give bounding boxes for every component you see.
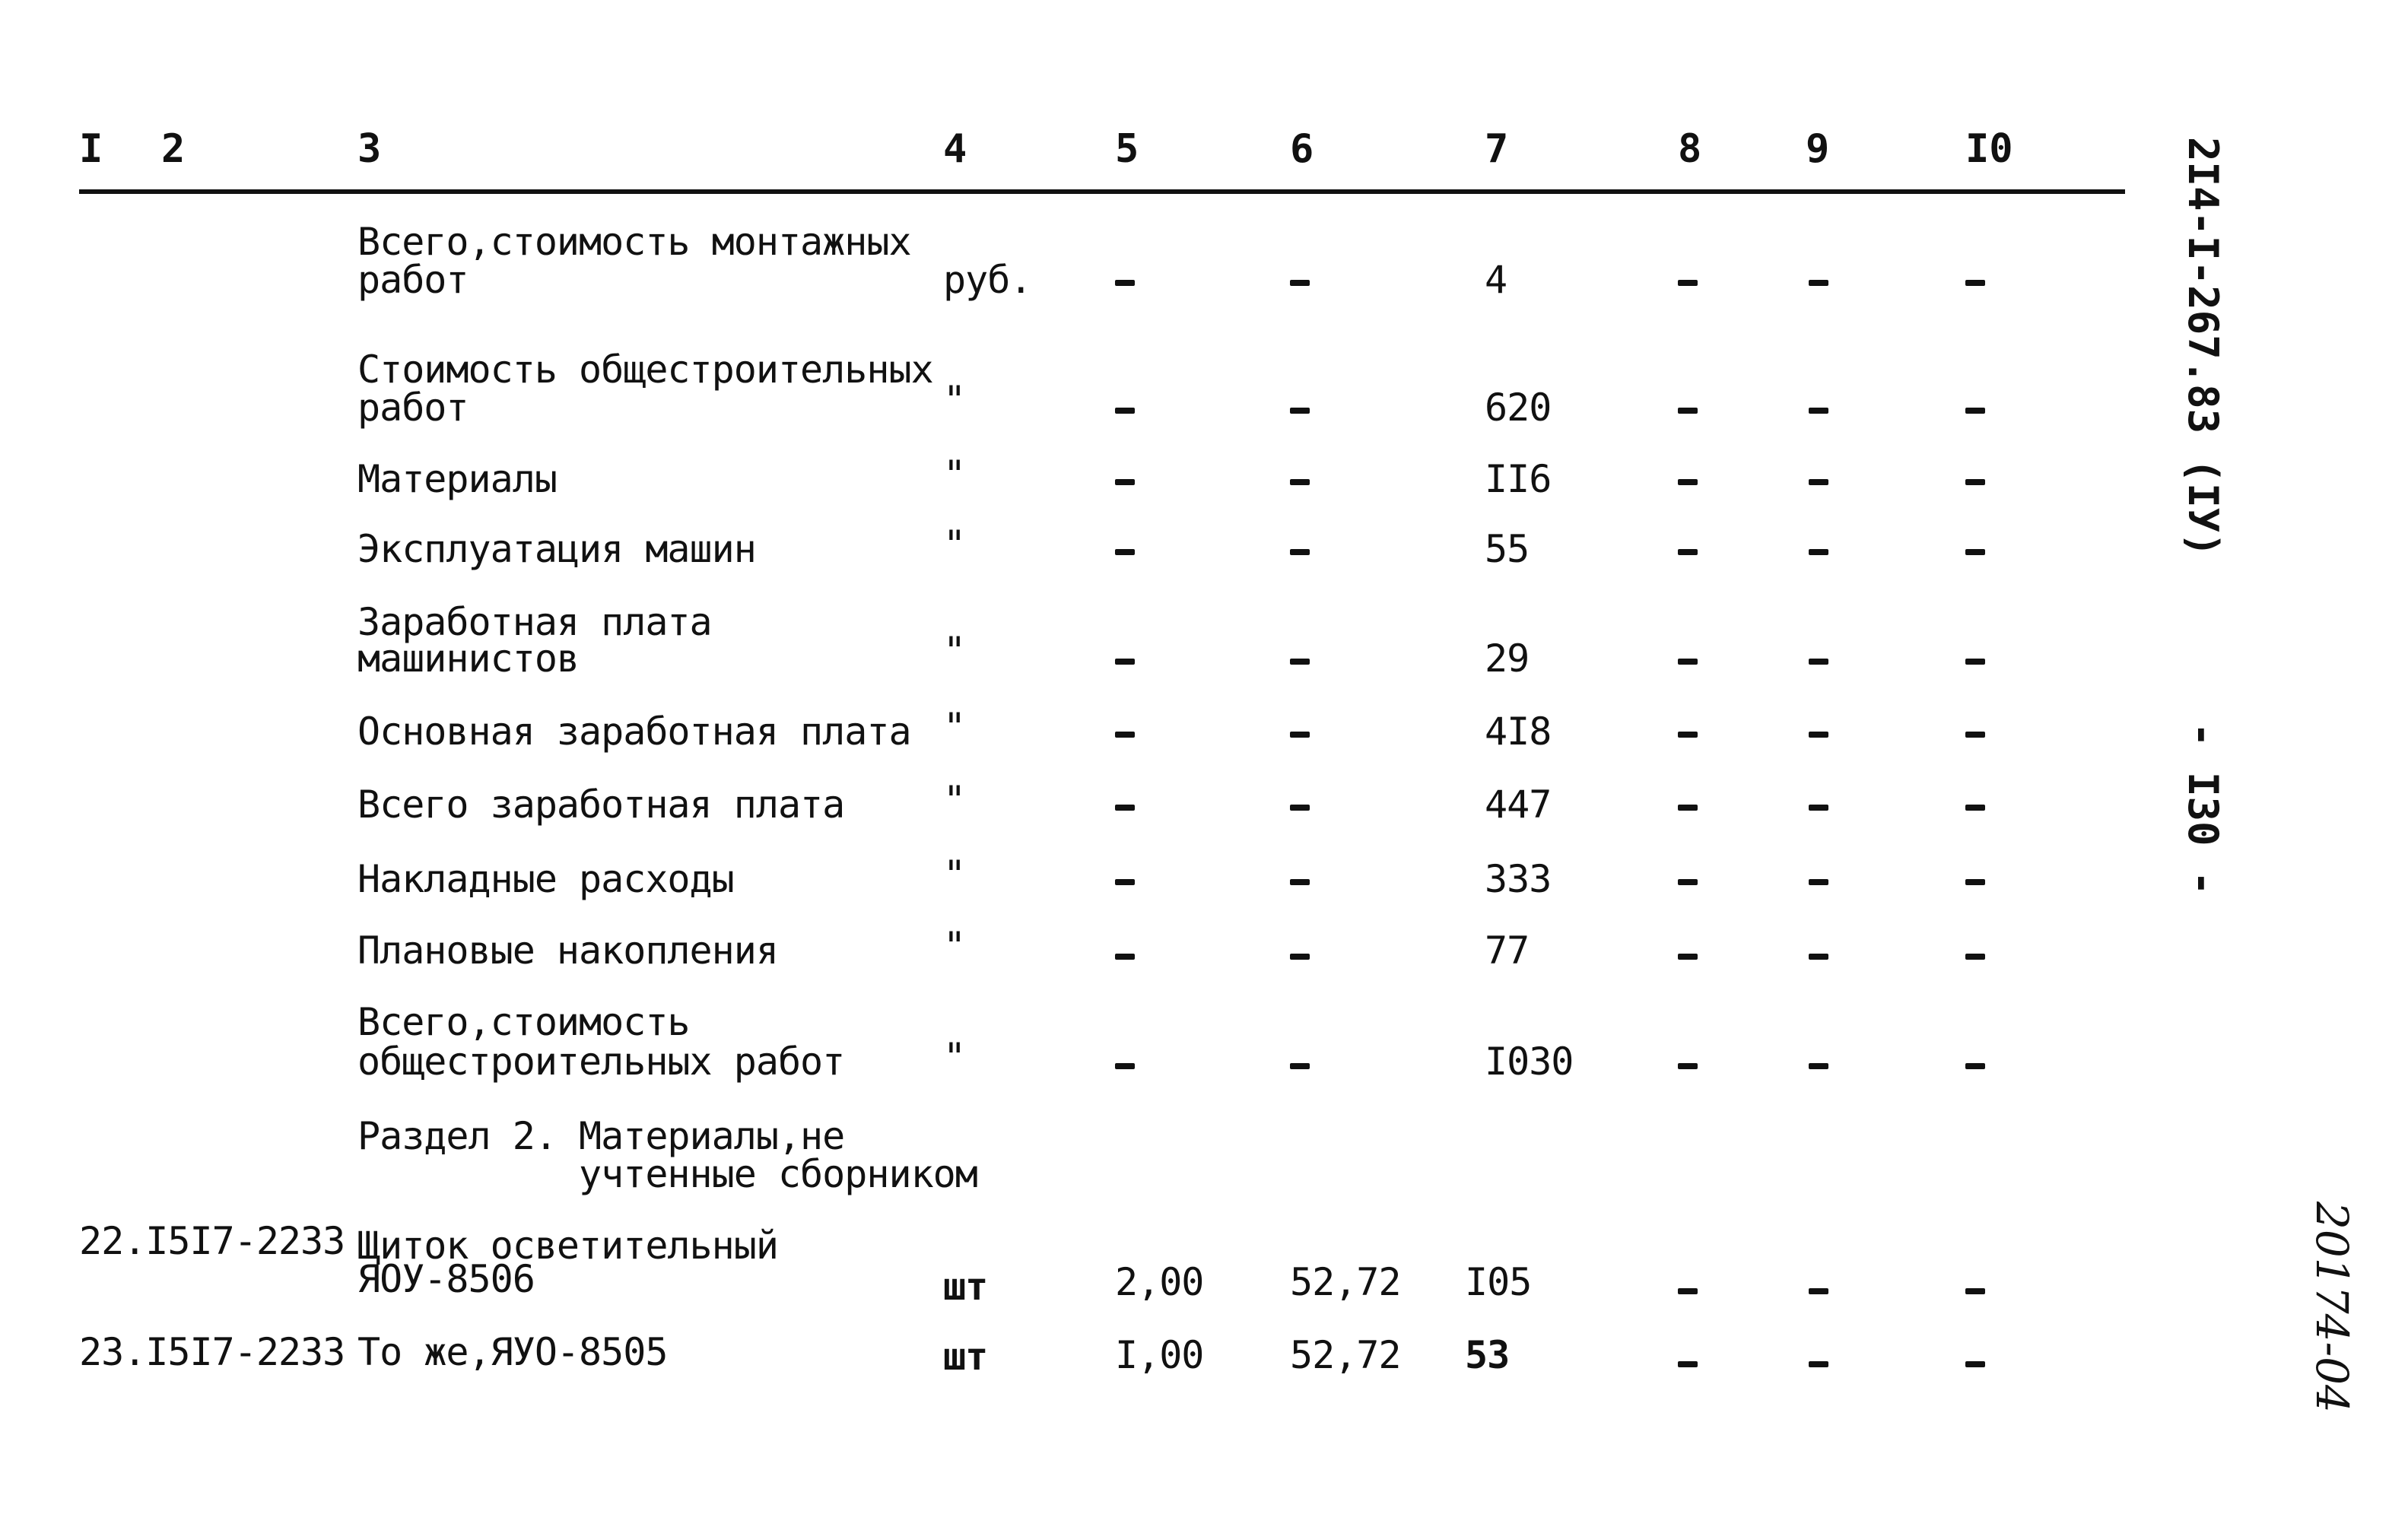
row-description: Эксплуатация машин [357,527,756,571]
row-col7-value: II6 [1485,457,1552,501]
document-code [2179,137,2230,563]
empty-dash [1678,280,1698,286]
column-header-1: I [79,126,103,172]
empty-dash [1678,1361,1698,1367]
empty-dash [1809,549,1828,555]
empty-dash [1115,659,1135,665]
empty-dash [1965,732,1985,738]
empty-dash [1290,805,1310,811]
row-col7-value: 620 [1485,386,1552,430]
row-unit: " [943,452,966,497]
empty-dash [1965,479,1985,485]
page-number-text: - I30 - [2179,722,2227,896]
empty-dash [1290,479,1310,485]
empty-dash [1115,549,1135,555]
row-description-cont: ЯОУ-8506 [357,1257,535,1301]
row-description-cont: общестроительных работ [357,1040,845,1084]
column-header-4: 4 [943,126,967,172]
row-col7-value: 4 [1485,258,1507,302]
row-description: Всего заработная плата [357,783,845,827]
empty-dash [1115,280,1135,286]
empty-dash [1678,1063,1698,1069]
column-header-5: 5 [1115,126,1139,172]
empty-dash [1678,479,1698,485]
row-unit: " [943,852,966,897]
empty-dash [1290,732,1310,738]
row-quantity: I,00 [1115,1333,1204,1377]
empty-dash [1809,732,1828,738]
empty-dash [1965,1063,1985,1069]
row-unit: " [943,378,966,422]
row-col7-value: I05 [1465,1260,1532,1304]
row-unit: " [943,924,966,968]
row-col7-value: 4I8 [1485,710,1552,754]
empty-dash [1678,408,1698,414]
row-unit: шт [943,1265,988,1309]
empty-dash [1965,805,1985,811]
page-number [2179,722,2230,896]
empty-dash [1965,1288,1985,1294]
empty-dash [1678,732,1698,738]
column-header-10: I0 [1965,126,2013,172]
empty-dash [1809,954,1828,960]
empty-dash [1809,805,1828,811]
row-description: Щиток осветительный [357,1224,778,1268]
row-price: 52,72 [1290,1260,1401,1304]
row-col7-value: 77 [1485,929,1530,973]
row-description: Плановые накопления [357,929,778,973]
row-col7-value: 53 [1465,1333,1510,1377]
column-header-8: 8 [1678,126,1702,172]
empty-dash [1115,805,1135,811]
row-unit: " [943,522,966,567]
empty-dash [1809,479,1828,485]
empty-dash [1290,954,1310,960]
empty-dash [1290,879,1310,885]
empty-dash [1678,659,1698,665]
empty-dash [1115,954,1135,960]
column-header-7: 7 [1485,126,1509,172]
empty-dash [1290,549,1310,555]
row-col7-value: 29 [1485,637,1530,681]
row-unit: " [943,705,966,749]
section-title-cont: учтенные сборником [357,1152,977,1196]
column-header-9: 9 [1806,126,1830,172]
row-price: 52,72 [1290,1333,1401,1377]
column-header-6: 6 [1290,126,1314,172]
empty-dash [1290,659,1310,665]
row-description-cont: работ [357,386,469,430]
row-unit: " [943,778,966,822]
row-unit: шт [943,1335,988,1379]
row-col7-value: I030 [1485,1040,1574,1084]
row-description: То же,ЯУО-8505 [357,1330,668,1374]
column-header-3: 3 [357,126,382,172]
row-unit: руб. [943,258,1032,302]
empty-dash [1115,479,1135,485]
empty-dash [1115,408,1135,414]
empty-dash [1678,805,1698,811]
empty-dash [1965,549,1985,555]
row-description: Стоимость общестроительных [357,348,933,392]
empty-dash [1115,1063,1135,1069]
empty-dash [1965,659,1985,665]
row-col7-value: 55 [1485,527,1530,571]
row-col7-value: 447 [1485,783,1552,827]
handwritten-number [2306,1202,2365,1445]
row-code: 23.I5I7-2233 [79,1330,345,1374]
empty-dash [1965,1361,1985,1367]
row-description: Всего,стоимость монтажных [357,220,911,264]
empty-dash [1290,280,1310,286]
row-description-cont: работ [357,258,469,302]
empty-dash [1809,408,1828,414]
empty-dash [1678,954,1698,960]
empty-dash [1290,1063,1310,1069]
empty-dash [1809,879,1828,885]
row-unit: " [943,1035,966,1079]
empty-dash [1678,549,1698,555]
empty-dash [1809,1361,1828,1367]
document-code-text: 2I4-I-267.83 (IУ) [2179,137,2227,557]
row-code: 22.I5I7-2233 [79,1219,345,1263]
empty-dash [1809,659,1828,665]
row-unit: " [943,629,966,673]
empty-dash [1965,408,1985,414]
empty-dash [1965,280,1985,286]
row-description: Всего,стоимость [357,1000,690,1044]
empty-dash [1115,732,1135,738]
header-divider [79,189,2125,194]
section-title: Раздел 2. Материалы,не [357,1114,845,1158]
row-col7-value: 333 [1485,857,1552,901]
row-quantity: 2,00 [1115,1260,1204,1304]
empty-dash [1965,879,1985,885]
empty-dash [1290,408,1310,414]
empty-dash [1678,1288,1698,1294]
empty-dash [1809,1063,1828,1069]
row-description: Основная заработная плата [357,710,911,754]
empty-dash [1678,879,1698,885]
empty-dash [1809,1288,1828,1294]
row-description: Материалы [357,457,557,501]
handwritten-number-text: 20174-04 [2306,1202,2358,1413]
row-description-cont: машинистов [357,637,580,681]
row-description: Накладные расходы [357,857,734,901]
empty-dash [1809,280,1828,286]
column-header-2: 2 [161,126,186,172]
row-description: Заработная плата [357,600,712,644]
empty-dash [1965,954,1985,960]
empty-dash [1115,879,1135,885]
